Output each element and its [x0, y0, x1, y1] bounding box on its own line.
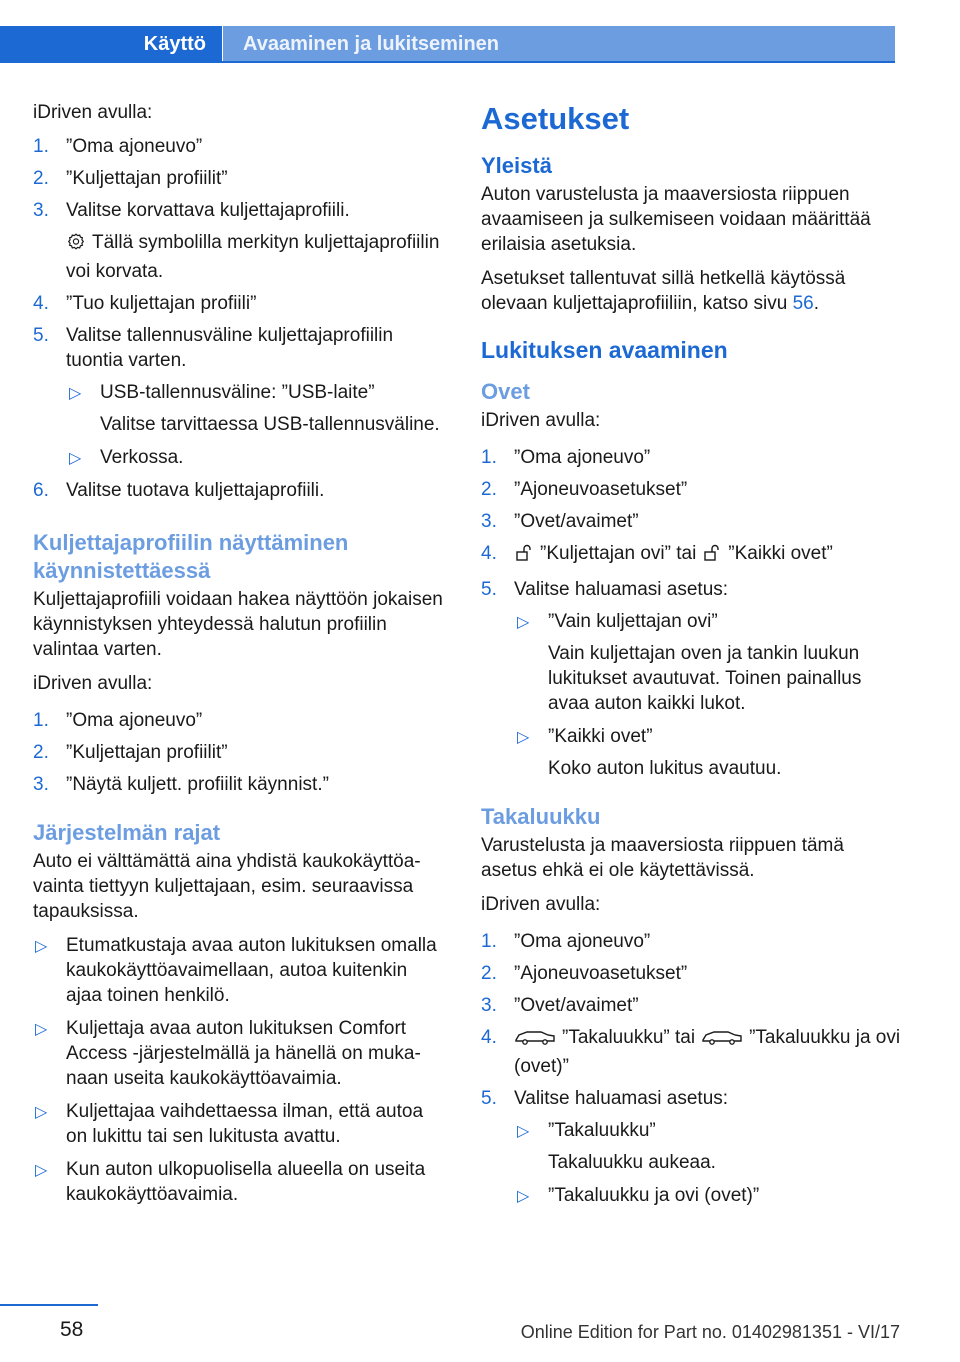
heading-settings: Asetukset [481, 101, 630, 136]
step-number: 5. [481, 1088, 497, 1109]
step-text: ”Kuljettajan profiilit” [66, 168, 228, 189]
triangle-bullet-icon: ▷ [69, 385, 82, 402]
list-item [481, 993, 901, 1018]
bullet-list [514, 609, 901, 781]
trunk-steps [481, 929, 901, 1208]
page-number: 58 [60, 1318, 84, 1341]
general-text: Auton varustelusta ja maaversiosta riippuen avaamiseen ja sulkemiseen voidaan määrittää erilaisia asetuksia. [481, 184, 871, 255]
heading-doors: Ovet [481, 379, 530, 404]
general-text-2 [481, 266, 901, 316]
bullet-list [514, 1118, 901, 1208]
bullet-item [514, 1183, 901, 1208]
list-item [481, 509, 901, 534]
step-text: ”Oma ajoneuvo” [514, 447, 651, 468]
triangle-bullet-icon: ▷ [35, 1021, 48, 1038]
bullet-list [66, 380, 445, 470]
step-number: 3. [33, 200, 49, 221]
step-number: 1. [33, 710, 49, 731]
step-text: ”Ovet/avaimet” [514, 995, 639, 1016]
gear-icon [66, 232, 86, 259]
step-text: ”Oma ajoneuvo” [66, 136, 203, 157]
list-item [481, 541, 901, 570]
list-item [33, 134, 445, 159]
footer-edition: Online Edition for Part no. 01402981351 - VI/17 [520, 1322, 900, 1342]
heading-show-profile: Kuljettajaprofiilin näyttäminen käynnistettäessä [33, 530, 349, 583]
step-number: 2. [481, 963, 497, 984]
step-number: 2. [33, 168, 49, 189]
heading-general: Yleistä [481, 153, 552, 178]
list-item [33, 323, 445, 470]
car-trunk-icon [514, 1027, 556, 1054]
step-text: Valitse haluamasi asetus: [514, 1088, 729, 1109]
step-text: ”Näytä kuljett. profiilit käynnist.” [66, 774, 329, 795]
bullet-subtext: Koko auton lukitus avautuu. [548, 758, 782, 779]
step-text: ”Oma ajoneuvo” [514, 931, 651, 952]
triangle-bullet-icon: ▷ [517, 1123, 530, 1140]
left-intro: iDriven avulla: [33, 102, 153, 123]
triangle-bullet-icon: ▷ [35, 1104, 48, 1121]
system-limits-list [33, 933, 445, 1207]
list-item [33, 740, 445, 765]
step-number: 4. [33, 293, 49, 314]
unlock-icon [702, 543, 722, 570]
header-rule [0, 61, 895, 63]
list-item [33, 198, 445, 284]
bullet-text: Kuljettajaa vaihdettaessa ilman, että autoa on lukittu tai sen lukitusta avattu. [66, 1101, 424, 1147]
bullet-item [33, 1157, 445, 1207]
list-item [481, 1086, 901, 1208]
step-text: ”Kaikki ovet” [728, 543, 833, 564]
list-item [481, 477, 901, 502]
list-item [33, 291, 445, 316]
list-item [481, 577, 901, 781]
bullet-item [66, 380, 445, 437]
step-number: 5. [481, 579, 497, 600]
trunk-intro: iDriven avulla: [481, 894, 601, 915]
header-tab-kaytto [0, 26, 222, 62]
list-item [481, 961, 901, 986]
step-text: ”Takaluukku ja ovi (ovet)” [514, 1027, 901, 1077]
step-text: Valitse tallennusväline kuljettajaprofiilin tuontia varten. [66, 325, 394, 371]
triangle-bullet-icon: ▷ [517, 1188, 530, 1205]
step-text: Valitse tuotava kuljettajaprofiili. [66, 480, 325, 501]
triangle-bullet-icon: ▷ [35, 938, 48, 955]
step-number: 4. [481, 1027, 497, 1048]
left-column [33, 100, 445, 1215]
step-text: ”Kuljettajan ovi” tai [540, 543, 697, 564]
general-text-2-body: Asetukset tallentuvat sillä hetkellä käytössä olevaan kuljettajaprofiiliin, katso sivu [481, 268, 846, 314]
triangle-bullet-icon: ▷ [517, 614, 530, 631]
bullet-text: ”Vain kuljettajan ovi” [548, 611, 718, 632]
bullet-text: Kuljettaja avaa auton lukituksen Comfort Access -järjestelmällä ja hänellä on mukanaan useita kaukokäyttöavaimia. [66, 1018, 421, 1089]
step-text: ”Ajoneuvoasetukset” [514, 479, 688, 500]
step-number: 1. [481, 447, 497, 468]
step-number: 3. [481, 511, 497, 532]
show-profile-intro: iDriven avulla: [33, 673, 153, 694]
header-section-title: Avaaminen ja lukitseminen [223, 26, 895, 62]
step-text: ”Tuo kuljettajan profiili” [66, 293, 257, 314]
triangle-bullet-icon: ▷ [69, 450, 82, 467]
bullet-text: ”Takaluukku ja ovi (ovet)” [548, 1185, 760, 1206]
bullet-item [514, 609, 901, 716]
step-number: 6. [33, 480, 49, 501]
trunk-text: Varustelusta ja maaversiosta riippuen tämä asetus ehkä ei ole käytettävissä. [481, 835, 844, 881]
car-trunk-icon [701, 1027, 743, 1054]
step-number: 3. [33, 774, 49, 795]
list-item [33, 478, 445, 503]
list-item [481, 929, 901, 954]
bullet-item [33, 1016, 445, 1091]
bullet-item [514, 724, 901, 781]
heading-unlocking: Lukituksen avaaminen [481, 337, 728, 363]
bullet-text: USB-tallennusväline: ”USB-laite” [100, 382, 375, 403]
step-text: ”Ovet/avaimet” [514, 511, 639, 532]
bullet-subtext: Valitse tarvittaessa USB-tallennusväline. [100, 414, 440, 435]
heading-system-limits: Järjestelmän rajat [33, 820, 221, 845]
step-text: Valitse korvattava kuljettajaprofiili. [66, 200, 350, 221]
right-column [481, 100, 901, 1217]
unlock-icon [514, 543, 534, 570]
profile-import-steps [33, 134, 445, 503]
step-text: ”Oma ajoneuvo” [66, 710, 203, 731]
bullet-text: Verkossa. [100, 447, 184, 468]
page-link[interactable]: 56 [792, 293, 814, 314]
bullet-item [514, 1118, 901, 1175]
step-text: Valitse haluamasi asetus: [514, 579, 729, 600]
bullet-text: ”Takaluukku” [548, 1120, 656, 1141]
list-item [481, 1025, 901, 1079]
step-text: ”Kuljettajan profiilit” [66, 742, 228, 763]
step-note-text: Tällä symbolilla merkityn kuljettajaprofiilin voi korvata. [66, 232, 440, 282]
bullet-text: ”Kaikki ovet” [548, 726, 653, 747]
bullet-item [33, 933, 445, 1008]
step-number: 4. [481, 543, 497, 564]
doors-steps [481, 445, 901, 781]
triangle-bullet-icon: ▷ [35, 1162, 48, 1179]
list-item [33, 708, 445, 733]
step-number: 2. [481, 479, 497, 500]
step-number: 1. [33, 136, 49, 157]
header-tab-label: Käyttö [143, 33, 206, 55]
general-text-2-end: . [813, 293, 819, 314]
list-item [481, 445, 901, 470]
show-profile-text: Kuljettajaprofiili voidaan hakea näyttöön jokaisen käynnistyksen yhteydessä halutun profiilin valintaa varten. [33, 589, 443, 660]
step-number: 2. [33, 742, 49, 763]
system-limits-text: Auto ei välttämättä aina yhdistä kaukokäyttöavainta tiettyyn kuljettajaan, esim. seuraavissa tapauksissa. [33, 851, 421, 922]
step-note [66, 230, 445, 284]
doors-intro: iDriven avulla: [481, 410, 601, 431]
step-number: 1. [481, 931, 497, 952]
bullet-subtext: Vain kuljettajan oven ja tankin luukun lukitukset avautuvat. Toinen painallus avaa auton kaikki lukot. [548, 643, 862, 714]
heading-trunk: Takaluukku [481, 804, 601, 829]
footer-rule [0, 1304, 98, 1306]
list-item [33, 772, 445, 797]
show-profile-steps [33, 708, 445, 797]
triangle-bullet-icon: ▷ [517, 729, 530, 746]
bullet-subtext: Takaluukku aukeaa. [548, 1152, 716, 1173]
step-text: ”Takaluukku” tai [562, 1027, 696, 1048]
list-item [33, 166, 445, 191]
bullet-text: Etumatkustaja avaa auton lukituksen omalla kaukokäyttöavaimellaan, autoa kuitenkin ajaa toinen henkilö. [66, 935, 437, 1006]
step-number: 3. [481, 995, 497, 1016]
step-number: 5. [33, 325, 49, 346]
bullet-item [66, 445, 445, 470]
bullet-item [33, 1099, 445, 1149]
step-text: ”Ajoneuvoasetukset” [514, 963, 688, 984]
bullet-text: Kun auton ulkopuolisella alueella on useita kaukokäyttöavaimia. [66, 1159, 426, 1205]
